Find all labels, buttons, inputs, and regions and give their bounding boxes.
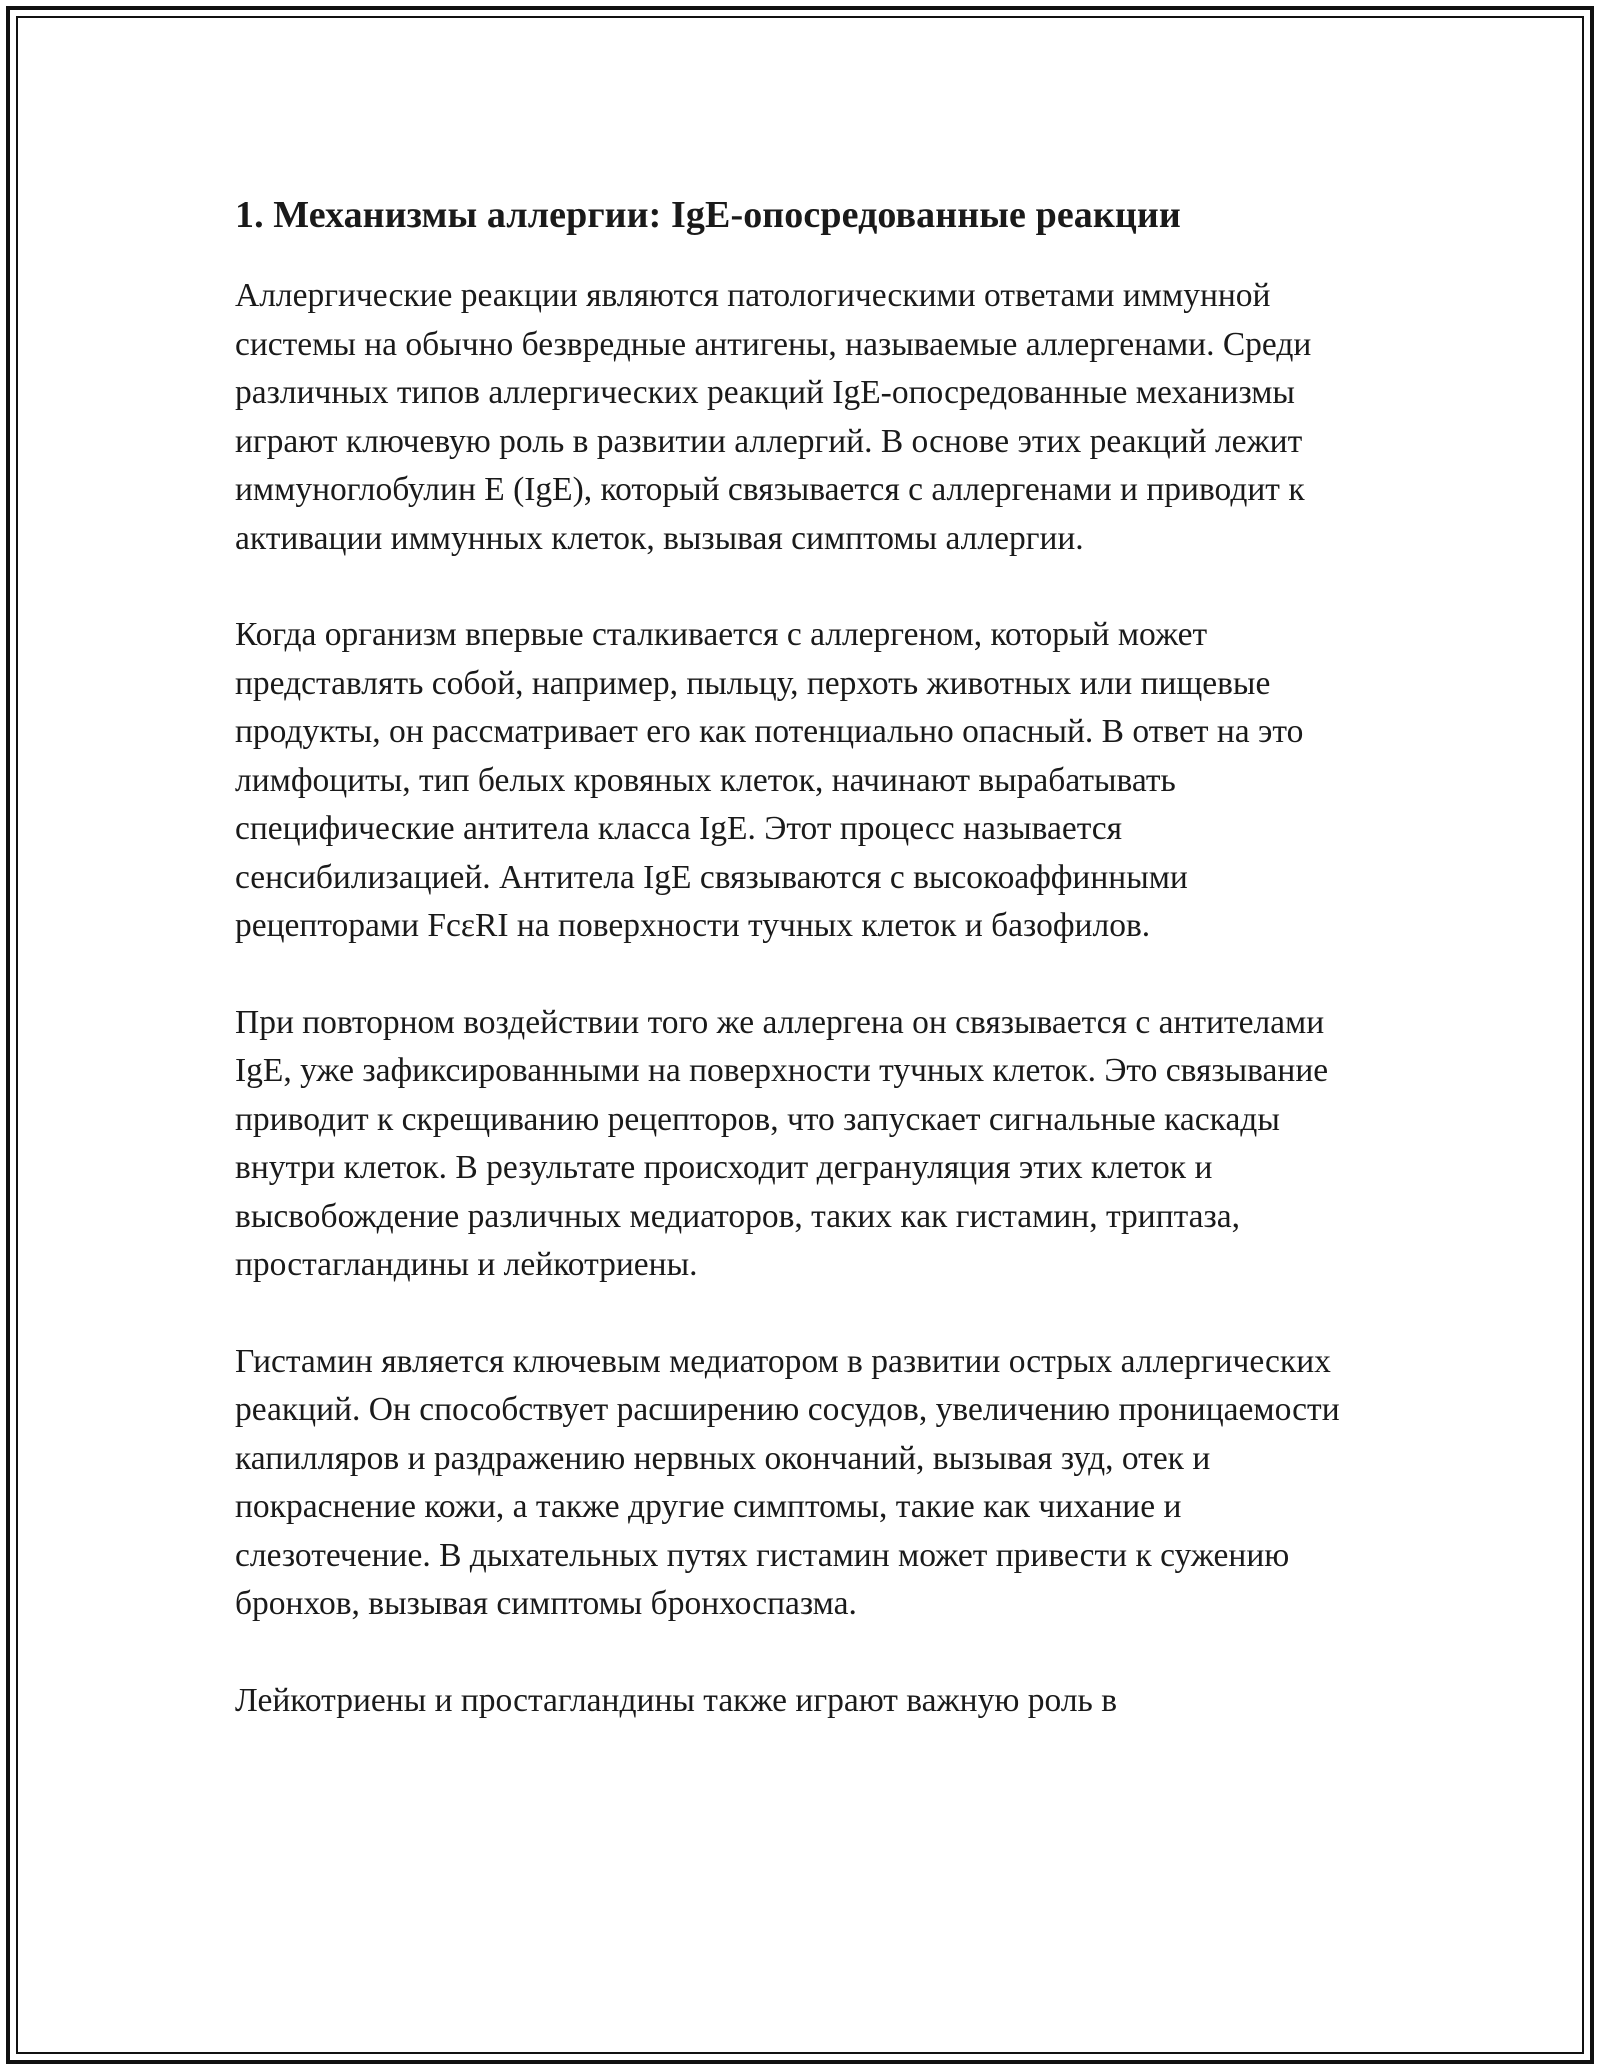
- paragraph-5: Лейкотриены и простагландины также играют важную роль в: [235, 1681, 1118, 1719]
- document-body: [235, 190, 1375, 1773]
- paragraph-4: Гистамин является ключевым медиатором в развитии острых аллергических реакций. Он способствует расширению сосудов, увеличению проницаемости капилляров и раздражению нервных окончаний, вызывая зуд, отек и покраснение кожи, а также другие симптомы, такие как чихание и слезотечение. В дыхательных путях гистамин может привести к сужению бронхов, вызывая симптомы бронхоспазма.: [235, 1342, 1340, 1622]
- paragraph-1: Аллергические реакции являются патологическими ответами иммунной системы на обычно безвредные антигены, называемые аллергенами. Среди различных типов аллергических реакций IgE-опосредованные механизмы играют ключевую роль в развитии аллергий. В основе этих реакций лежит иммуноглобулин E (IgE), который связывается с аллергенами и приводит к активации иммунных клеток, вызывая симптомы аллергии.: [235, 277, 1312, 557]
- paragraph-3: При повторном воздействии того же аллергена он связывается с антителами IgE, уже зафиксированными на поверхности тучных клеток. Это связывание приводит к скрещиванию рецепторов, что запускает сигнальные каскады внутри клеток. В результате происходит дегрануляция этих клеток и высвобождение различных медиаторов, таких как гистамин, триптаза, простагландины и лейкотриены.: [235, 1003, 1329, 1283]
- section-heading: 1. Механизмы аллергии: IgE-опосредованные реакции: [235, 194, 1181, 236]
- paragraph-2: Когда организм впервые сталкивается с аллергеном, который может представлять собой, например, пыльцу, перхоть животных или пищевые продукты, он рассматривает его как потенциально опасный. В ответ на это лимфоциты, тип белых кровяных клеток, начинают вырабатывать специфические антитела класса IgE. Этот процесс называется сенсибилизацией. Антитела IgE связываются с высокоаффинными рецепторами FcεRI на поверхности тучных клеток и базофилов.: [235, 616, 1304, 944]
